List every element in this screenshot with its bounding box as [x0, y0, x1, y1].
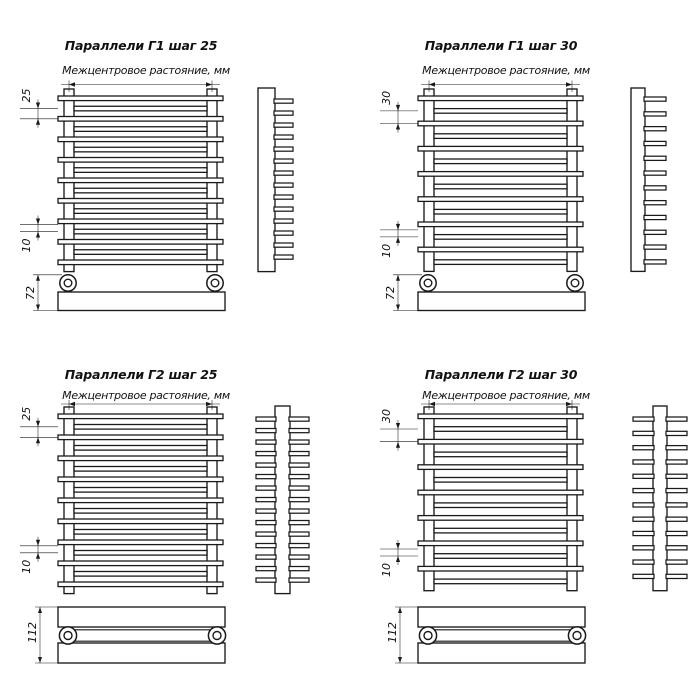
front-view-g1-step25 — [58, 89, 223, 272]
dim-step-g1-step25 — [20, 89, 58, 128]
dim-step-g1-step30 — [380, 91, 418, 133]
side-view-g2-step30 — [633, 406, 687, 591]
panel-g2-step30 — [380, 400, 687, 663]
dim-gap-g1-step30 — [380, 221, 418, 258]
dim-step-value: 25 — [20, 406, 33, 421]
side-view-g2-step25 — [256, 406, 309, 594]
dim-gap-value: 10 — [20, 559, 33, 574]
bottom-view-g2-step25 — [58, 607, 226, 663]
dim-step-value: 30 — [380, 409, 393, 423]
dim-depth-value: 112 — [26, 622, 39, 643]
panel-title: Параллели Г1 шаг 25 — [64, 38, 218, 53]
dim-intercenter-g1-step30 — [421, 81, 580, 93]
front-view-g1-step30 — [418, 89, 583, 271]
panel-title: Параллели Г2 шаг 30 — [424, 367, 578, 382]
dim-depth-g2-step30 — [386, 607, 418, 663]
dim-intercenter-g1-step25 — [61, 81, 220, 93]
dim-gap-value: 10 — [380, 243, 393, 258]
dim-depth-g2-step25 — [26, 607, 58, 663]
panel-g1-step30 — [380, 81, 666, 311]
side-view-g1-step25 — [258, 88, 293, 272]
dim-gap-value: 10 — [380, 563, 393, 577]
dim-depth-value: 112 — [386, 622, 399, 643]
bottom-view-g2-step30 — [418, 607, 586, 663]
panel-title: Параллели Г2 шаг 25 — [64, 367, 218, 382]
dim-depth-g1-step30 — [384, 275, 422, 311]
panel-subtitle: Межцентровое растояние, мм — [62, 64, 230, 77]
dim-step-value: 30 — [380, 90, 393, 105]
dim-depth-value: 72 — [384, 286, 397, 300]
dim-step-g2-step25 — [20, 407, 58, 447]
dim-depth-value: 72 — [24, 286, 37, 300]
panel-g2-step25 — [20, 400, 309, 663]
bottom-view-g1-step25 — [58, 275, 225, 311]
dim-depth-g1-step25 — [24, 275, 62, 311]
dim-gap-g1-step25 — [20, 216, 58, 253]
dim-step-value: 25 — [20, 88, 33, 103]
panel-subtitle: Межцентровое растояние, мм — [422, 64, 590, 77]
dim-step-g2-step30 — [380, 409, 418, 451]
panel-subtitle: Межцентровое растояние, мм — [62, 389, 230, 402]
panel-g1-step25 — [20, 81, 293, 311]
front-view-g2-step25 — [58, 407, 223, 594]
dim-gap-g2-step30 — [380, 540, 418, 577]
panel-subtitle: Межцентровое растояние, мм — [422, 389, 590, 402]
panel-title: Параллели Г1 шаг 30 — [424, 38, 578, 53]
bottom-view-g1-step30 — [418, 275, 585, 311]
dim-gap-g2-step25 — [20, 537, 58, 574]
front-view-g2-step30 — [418, 407, 583, 591]
dim-gap-value: 10 — [20, 238, 33, 253]
side-view-g1-step30 — [631, 88, 666, 271]
